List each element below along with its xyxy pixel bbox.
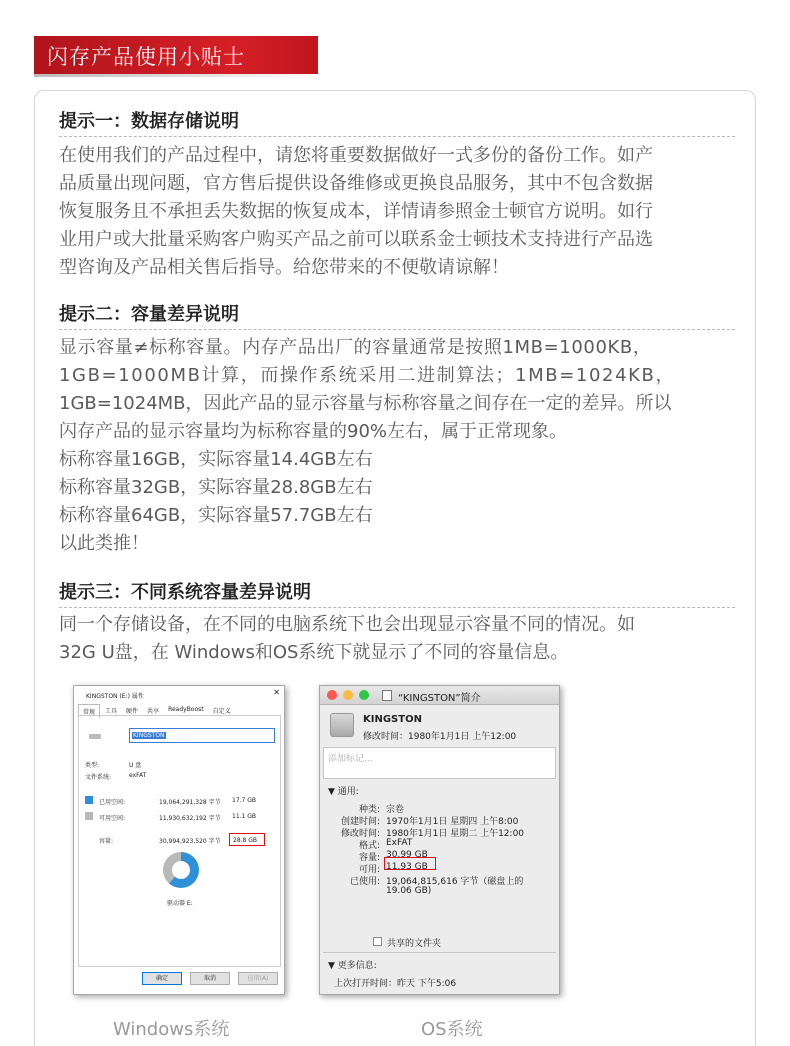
tip3-line: 同一个存储设备，在不同的电脑系统下也会出现显示容量不同的情况。如 xyxy=(59,614,635,635)
tip3-title: 提示三：不同系统容量差异说明 xyxy=(59,582,311,603)
usage-donut-chart xyxy=(163,852,199,888)
capacity-bytes: 30,994,923,520 字节 xyxy=(159,838,221,845)
tip2-line: 标称容量32GB，实际容量28.8GB左右 xyxy=(59,477,373,498)
info-value: 11.93 GB xyxy=(386,862,428,872)
info-key: 种类: xyxy=(358,805,380,815)
tab-tools[interactable]: 工具 xyxy=(105,708,118,715)
apply-button[interactable]: 应用(A) xyxy=(238,972,278,985)
tip1-line: 型咨询及产品相关售后指导。给您带来的不便敬请谅解！ xyxy=(59,257,509,278)
capacity-highlight xyxy=(229,833,265,846)
free-bytes: 11,930,632,192 字节 xyxy=(159,815,221,822)
info-key: 可用: xyxy=(358,865,380,875)
more-info-toggle[interactable]: ▼ 更多信息: xyxy=(328,961,377,971)
header-banner xyxy=(34,36,318,74)
info-key: 格式: xyxy=(358,841,380,851)
mac-close-button[interactable] xyxy=(327,690,337,700)
mac-window-title: “KINGSTON”简介 xyxy=(398,693,481,704)
last-opened: 上次打开时间：昨天 下午5:06 xyxy=(334,979,457,989)
general-section-toggle[interactable]: ▼ 通用: xyxy=(328,787,359,797)
tip2-line: 标称容量16GB，实际容量14.4GB左右 xyxy=(59,449,373,470)
tip2-body xyxy=(59,334,739,558)
mac-zoom-button[interactable] xyxy=(359,690,369,700)
page-title: 闪存产品使用小贴士 xyxy=(47,45,245,69)
tip1-body xyxy=(59,142,739,282)
tip2-line: 标称容量64GB，实际容量57.7GB左右 xyxy=(59,505,373,526)
info-value: 1970年1月1日 星期四 上午8:00 xyxy=(386,817,519,827)
usb-drive-icon xyxy=(89,734,101,739)
tips-card xyxy=(34,90,756,1046)
tip1-title: 提示一：数据存储说明 xyxy=(59,111,239,132)
disclosure-triangle-icon: ▼ xyxy=(328,787,335,797)
info-value: 宗卷 xyxy=(386,805,405,815)
tip2-title: 提示二：容量差异说明 xyxy=(59,304,239,325)
tip1-line: 品质量出现问题，官方售后提供设备维修或更换良品服务，其中不包含数据 xyxy=(59,173,653,194)
tip2-divider xyxy=(59,329,735,330)
used-label: 已用空间: xyxy=(99,799,126,806)
free-size: 11.1 GB xyxy=(232,813,257,820)
info-value: 19,064,815,616 字节（磁盘上的 xyxy=(386,877,524,887)
tip2-line: 以此类推！ xyxy=(59,533,149,554)
used-bytes: 19,064,291,328 字节 xyxy=(159,799,221,806)
tip1-line: 业用户或大批量采购客户购买产品之前可以联系金士顿技术支持进行产品选 xyxy=(59,229,653,250)
tip1-line: 在使用我们的产品过程中，请您将重要数据做好一式多份的备份工作。如产 xyxy=(59,145,653,166)
tab-customize[interactable]: 自定义 xyxy=(212,708,231,715)
info-value: 30.99 GB xyxy=(386,850,428,860)
windows-window-title: KINGSTON (E:) 属性 xyxy=(86,693,144,700)
info-key: 修改时间: xyxy=(340,829,380,839)
drive-name-input[interactable]: KINGSTON xyxy=(129,728,275,743)
shared-folder-label: 共享的文件夹 xyxy=(387,939,442,949)
mac-minimize-button[interactable] xyxy=(343,690,353,700)
tab-readyboost[interactable]: ReadyBoost xyxy=(168,706,204,713)
ok-button[interactable]: 确定 xyxy=(142,972,182,985)
tab-general[interactable]: 常规 xyxy=(78,704,100,718)
used-swatch xyxy=(85,796,93,804)
tab-sharing[interactable]: 共享 xyxy=(147,708,160,715)
windows-properties-window xyxy=(73,685,285,995)
info-value-continued: 19.06 GB) xyxy=(386,886,432,896)
tab-hardware[interactable]: 硬件 xyxy=(126,708,139,715)
tip3-body xyxy=(59,611,739,667)
mac-titlebar xyxy=(320,686,559,705)
tip2-line: 1GB=1000MB计算，而操作系统采用二进制算法；1MB=1024KB， xyxy=(59,365,676,386)
capacity-highlight xyxy=(384,857,436,870)
os-caption: OS系统 xyxy=(421,1019,483,1040)
info-value: 1980年1月1日 星期二 上午12:00 xyxy=(386,829,525,839)
tip2-line: 1GB=1024MB，因此产品的显示容量与标称容量之间存在一定的差异。所以 xyxy=(59,393,672,414)
fs-label: 文件系统: xyxy=(85,774,112,781)
tip3-line: 32G U盘，在 Windows和OS系统下就显示了不同的容量信息。 xyxy=(59,642,569,663)
capacity-size: 28.8 GB xyxy=(233,837,258,844)
section-divider xyxy=(323,952,556,953)
document-icon xyxy=(382,690,392,701)
type-value: U 盘 xyxy=(129,762,142,769)
external-drive-icon xyxy=(330,713,354,737)
tip1-divider xyxy=(59,136,735,137)
info-key: 容量: xyxy=(358,853,380,863)
used-size: 17.7 GB xyxy=(232,797,257,804)
free-label: 可用空间: xyxy=(99,815,126,822)
fs-value: exFAT xyxy=(129,772,147,779)
capacity-label: 容量: xyxy=(99,838,114,845)
tip2-line: 闪存产品的显示容量均为标称容量的90%左右，属于正常现象。 xyxy=(59,421,568,442)
type-label: 类型: xyxy=(85,762,100,769)
windows-caption: Windows系统 xyxy=(113,1019,230,1040)
tip3-divider xyxy=(59,607,735,608)
disclosure-triangle-icon: ▼ xyxy=(328,961,335,971)
mac-info-window xyxy=(319,685,560,995)
mac-volume-name: KINGSTON xyxy=(363,714,422,725)
tags-input[interactable]: 添加标记... xyxy=(323,747,556,779)
info-key: 已使用: xyxy=(349,877,380,887)
shared-folder-checkbox[interactable] xyxy=(373,937,382,946)
info-key: 创建时间: xyxy=(340,817,380,827)
drive-letter-label: 驱动器 E: xyxy=(167,900,193,907)
mac-modified: 修改时间：1980年1月1日 上午12:00 xyxy=(363,732,517,742)
info-value: ExFAT xyxy=(386,838,413,848)
free-swatch xyxy=(85,812,93,820)
windows-general-panel xyxy=(78,715,281,967)
tip2-line: 显示容量≠标称容量。内存产品出厂的容量通常是按照1MB=1000KB， xyxy=(59,337,652,358)
close-icon[interactable]: ✕ xyxy=(273,688,280,697)
cancel-button[interactable]: 取消 xyxy=(190,972,230,985)
tip1-line: 恢复服务且不承担丢失数据的恢复成本，详情请参照金士顿官方说明。如行 xyxy=(59,201,653,222)
